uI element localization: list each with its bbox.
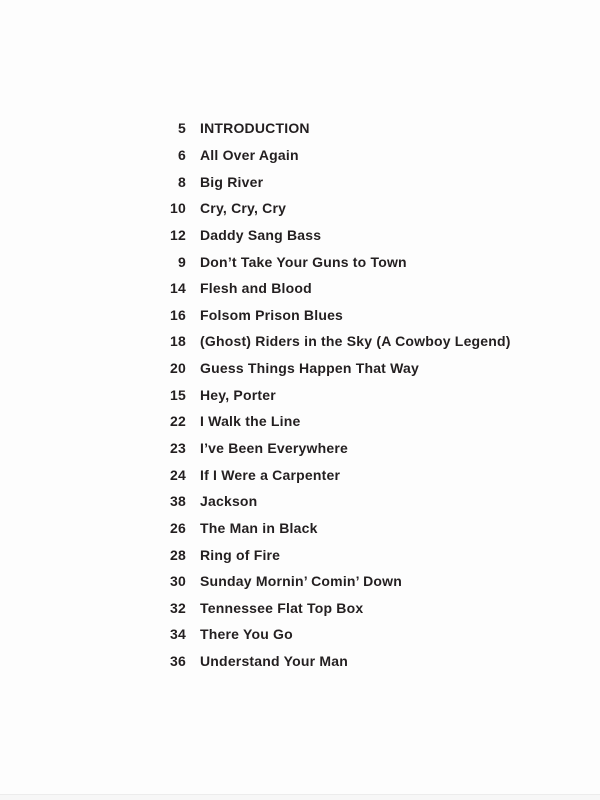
toc-row — [0, 275, 600, 302]
toc-entry-title: Daddy Sang Bass — [200, 226, 322, 243]
toc-row — [0, 461, 600, 488]
toc-row — [0, 115, 600, 142]
toc-page-number: 22 — [170, 413, 186, 430]
toc-row — [0, 648, 600, 675]
toc-page-number: 8 — [178, 173, 186, 190]
toc-entry-title: Tennessee Flat Top Box — [200, 599, 364, 616]
toc-page-number: 5 — [178, 120, 186, 137]
toc-entry-title: Guess Things Happen That Way — [200, 360, 419, 377]
toc-page-number: 18 — [170, 333, 186, 350]
toc-row — [0, 195, 600, 222]
toc-row — [0, 168, 600, 195]
toc-entry-title: Flesh and Blood — [200, 280, 312, 297]
toc-page-number: 15 — [170, 386, 186, 403]
toc-entry-title: I’ve Been Everywhere — [200, 440, 348, 456]
toc-page-number: 9 — [178, 253, 186, 270]
toc-entry-title: The Man in Black — [200, 519, 318, 536]
toc-entry-title: There You Go — [200, 626, 293, 643]
toc-page-number: 23 — [170, 440, 186, 456]
toc-entry-title: Hey, Porter — [200, 386, 276, 403]
toc-row — [0, 621, 600, 648]
toc-page-number: 34 — [170, 626, 186, 643]
toc-entry-title: All Over Again — [200, 146, 299, 163]
toc-entry-title: INTRODUCTION — [200, 120, 310, 137]
toc-entry-title: Ring of Fire — [200, 546, 281, 563]
toc-page-number: 38 — [170, 493, 186, 510]
toc-entry-title: (Ghost) Riders in the Sky (A Cowboy Legend) — [200, 333, 511, 350]
toc-row — [0, 541, 600, 568]
toc-entry-title: Jackson — [200, 493, 258, 510]
toc-entry-title: Cry, Cry, Cry — [200, 200, 287, 217]
toc-row — [0, 515, 600, 542]
toc-page-number: 24 — [170, 466, 186, 483]
toc-row — [0, 568, 600, 595]
toc-entry-title: I Walk the Line — [200, 413, 301, 430]
toc-page-number: 14 — [170, 280, 186, 297]
toc-row — [0, 142, 600, 169]
toc-page-number: 28 — [170, 546, 186, 563]
toc-page-number: 32 — [170, 599, 186, 616]
toc-entry-title: Don’t Take Your Guns to Town — [200, 253, 407, 270]
toc-entry-title: Big River — [200, 173, 264, 190]
toc-row — [0, 381, 600, 408]
toc-entry-title: Understand Your Man — [200, 653, 348, 670]
toc-page-number: 26 — [170, 519, 186, 536]
toc-row — [0, 301, 600, 328]
toc-row — [0, 222, 600, 249]
page-bottom-edge — [0, 794, 600, 800]
toc-row — [0, 435, 600, 462]
toc-list — [0, 115, 600, 674]
toc-page-number: 30 — [170, 573, 186, 590]
toc-page-number: 16 — [170, 306, 186, 323]
toc-row — [0, 488, 600, 515]
toc-row — [0, 355, 600, 382]
toc-row — [0, 248, 600, 275]
toc-row — [0, 408, 600, 435]
toc-page-number: 12 — [170, 226, 186, 243]
toc-entry-title: Sunday Mornin’ Comin’ Down — [200, 573, 402, 590]
toc-page-number: 36 — [170, 653, 186, 670]
toc-page-number: 6 — [178, 146, 186, 163]
toc-page-number: 10 — [170, 200, 186, 217]
toc-page-number: 20 — [170, 360, 186, 377]
toc-entry-title: If I Were a Carpenter — [200, 466, 341, 483]
toc-entry-title: Folsom Prison Blues — [200, 306, 344, 323]
toc-row — [0, 328, 600, 355]
toc-row — [0, 595, 600, 622]
